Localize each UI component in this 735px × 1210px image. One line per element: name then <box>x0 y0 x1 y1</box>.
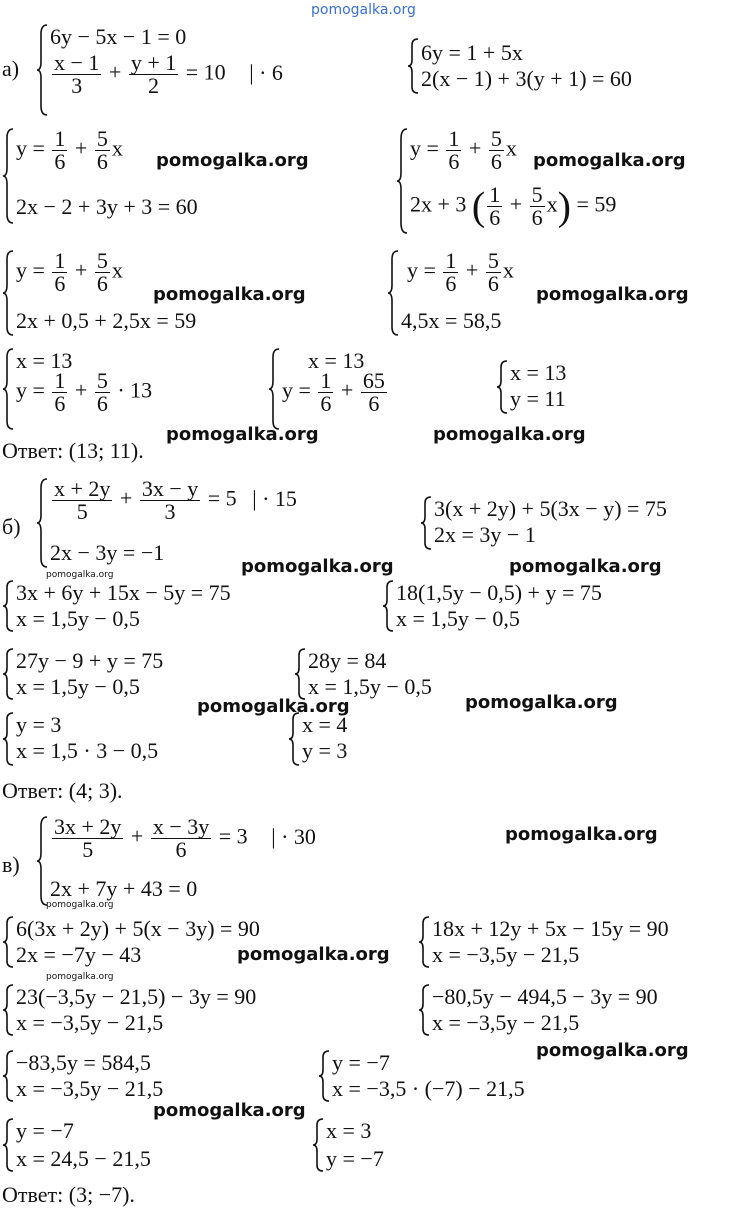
multiplier: | · 6 <box>249 59 283 85</box>
equation-row: x = −3,5y − 21,5 <box>432 1010 580 1035</box>
equation-row: 6y − 5x − 1 = 0 <box>50 24 187 49</box>
equation-row: $\frac{3x + 2y}{5}$ + $\frac{x - 3y}{6}$ = 3 | · 30 <box>54 814 316 862</box>
equation-row: y = −7 <box>332 1050 390 1075</box>
system-b5 <box>2 648 262 700</box>
answer-v: Ответ: (3; −7). <box>2 1182 135 1207</box>
brace-icon <box>2 712 14 766</box>
part-b-label: б) <box>2 514 21 539</box>
equation-row: x = 4 <box>302 712 348 737</box>
watermark-small: pomogalka.org <box>46 972 114 982</box>
system-a1 <box>36 24 336 116</box>
part-a-label: а) <box>2 56 20 81</box>
system-a4 <box>396 128 696 234</box>
system-v1 <box>36 816 396 906</box>
equation-row: 2x = 3y − 1 <box>434 522 536 547</box>
brace-icon <box>2 580 14 632</box>
equation-row: y = −7 <box>16 1118 74 1143</box>
system-b1 <box>36 478 376 568</box>
equation-row: x = 13 <box>16 348 73 373</box>
equation-row: 18(1,5y − 0,5) + y = 75 <box>396 580 602 605</box>
multiplier: | · 15 <box>252 485 297 511</box>
watermark: pomogalka.org <box>197 696 350 717</box>
brace-icon <box>318 1050 330 1102</box>
equation-row: x = −3,5y − 21,5 <box>432 942 580 967</box>
system-v8 <box>2 1118 222 1172</box>
watermark: pomogalka.org <box>166 424 319 445</box>
brace-icon <box>36 24 48 116</box>
system-v3 <box>418 916 735 968</box>
brace-icon <box>2 348 14 430</box>
multiplier: | · 30 <box>271 823 316 849</box>
watermark: pomogalka.org <box>433 424 586 445</box>
equation-row: 2x + 0,5 + 2,5x = 59 <box>16 308 197 333</box>
system-b4 <box>382 580 682 632</box>
equation-row: x = 1,5 · 3 − 0,5 <box>16 738 159 763</box>
watermark: pomogalka.org <box>536 284 689 305</box>
watermark: pomogalka.org <box>237 944 390 965</box>
watermark: pomogalka.org <box>505 824 658 845</box>
watermark: pomogalka.org <box>156 150 309 171</box>
part-v-label: в) <box>2 852 20 877</box>
brace-icon <box>268 348 280 430</box>
equation-row: 2(x − 1) + 3(y + 1) = 60 <box>421 66 632 91</box>
top-watermark: pomogalka.org <box>311 2 416 18</box>
brace-icon <box>418 916 430 968</box>
brace-icon <box>2 984 14 1036</box>
brace-icon <box>288 712 300 766</box>
equation-row: x = 24,5 − 21,5 <box>16 1146 151 1171</box>
equation-row: x = 3 <box>326 1118 372 1143</box>
equation-row: y = 3 <box>302 738 348 763</box>
brace-icon <box>2 1118 14 1172</box>
watermark: pomogalka.org <box>533 150 686 171</box>
equation-row: 27y − 9 + y = 75 <box>16 648 164 673</box>
equation-row: 2x + 3 ( $\frac{1}{6}$ + $\frac{5}{6}$ x) = 59 <box>410 182 617 230</box>
equation-row: 2x − 3y = −1 <box>50 540 165 565</box>
brace-icon <box>382 580 394 632</box>
equation-row: y = $\frac{1}{6}$ + $\frac{5}{6}$ x <box>410 126 517 174</box>
equation-row: −80,5y − 494,5 − 3y = 90 <box>432 984 658 1009</box>
brace-icon <box>294 648 306 700</box>
system-v9 <box>312 1118 432 1172</box>
equation-row: 3(x + 2y) + 5(3x − y) = 75 <box>434 496 667 521</box>
equation-row: y = $\frac{1}{6}$ + $\frac{5}{6}$ x <box>16 126 123 174</box>
equation-row: 2x = −7y − 43 <box>16 942 142 967</box>
system-v6 <box>2 1050 242 1102</box>
equation-row: 18x + 12y + 5x − 15y = 90 <box>432 916 669 941</box>
system-b6 <box>294 648 494 700</box>
equation-row: x = 13 <box>308 348 365 373</box>
brace-icon <box>2 648 14 700</box>
watermark: pomogalka.org <box>465 692 618 713</box>
equation-row: 3x + 6y + 15x − 5y = 75 <box>16 580 231 605</box>
brace-icon <box>2 1050 14 1102</box>
system-a3 <box>2 128 302 224</box>
brace-icon <box>2 916 14 968</box>
system-b8 <box>288 712 388 766</box>
system-v4 <box>2 984 342 1036</box>
brace-icon <box>2 250 14 336</box>
equation-row: y = 11 <box>510 386 566 411</box>
equation-row: 23(−3,5y − 21,5) − 3y = 90 <box>16 984 257 1009</box>
equation-row: y = 3 <box>16 712 62 737</box>
brace-icon <box>396 128 408 234</box>
equation-row: 2x − 2 + 3y + 3 = 60 <box>16 194 198 219</box>
equation-row: y = $\frac{1}{6}$ + $\frac{65}{6}$ <box>282 368 385 416</box>
answer-b: Ответ: (4; 3). <box>2 778 123 803</box>
watermark-small: pomogalka.org <box>46 900 114 910</box>
system-b3 <box>2 580 322 632</box>
watermark: pomogalka.org <box>509 556 662 577</box>
equation-row: y = $\frac{1}{6}$ + $\frac{5}{6}$ x <box>16 248 123 296</box>
system-a7 <box>2 348 202 430</box>
brace-icon <box>496 360 508 414</box>
equation-row: $\frac{x + 2y}{5}$ + $\frac{3x - y}{3}$ = 5 | · 15 <box>54 476 297 524</box>
equation-row: x = −3,5y − 21,5 <box>16 1010 164 1035</box>
system-a9 <box>496 360 616 414</box>
system-b7 <box>2 712 222 766</box>
equation-row: x = −3,5y − 21,5 <box>16 1076 164 1101</box>
equation-row: x = 1,5y − 0,5 <box>396 606 520 631</box>
equation-row: 6(3x + 2y) + 5(x − 3y) = 90 <box>16 916 260 941</box>
equation-row: 4,5x = 58,5 <box>401 308 502 333</box>
watermark: pomogalka.org <box>153 1100 306 1121</box>
watermark: pomogalka.org <box>536 1040 689 1061</box>
brace-icon <box>2 128 14 224</box>
equation-row: y = $\frac{1}{6}$ + $\frac{5}{6}$ x <box>407 248 514 296</box>
answer-a: Ответ: (13; 11). <box>2 438 144 463</box>
system-a8 <box>268 348 428 430</box>
equation-row: x = 13 <box>510 360 567 385</box>
system-b2 <box>420 496 735 550</box>
equation-row: x = 1,5y − 0,5 <box>308 674 432 699</box>
brace-icon <box>407 38 419 94</box>
equation-row: y = $\frac{1}{6}$ + $\frac{5}{6}$ · 13 <box>16 368 153 416</box>
equation-row: x = 1,5y − 0,5 <box>16 674 140 699</box>
brace-icon <box>418 984 430 1036</box>
brace-icon <box>420 496 432 550</box>
watermark-small: pomogalka.org <box>46 570 114 580</box>
brace-icon <box>387 250 399 336</box>
equation-row: x = 1,5y − 0,5 <box>16 606 140 631</box>
watermark: pomogalka.org <box>153 284 306 305</box>
system-v7 <box>318 1050 598 1102</box>
system-a2 <box>407 38 707 94</box>
brace-icon <box>36 816 48 906</box>
equation-row: −83,5y = 584,5 <box>16 1050 151 1075</box>
brace-icon <box>36 478 48 568</box>
equation-row: 6y = 1 + 5x <box>421 40 523 65</box>
equation-row: $\frac{x - 1}{3}$ + $\frac{y + 1}{2}$ = 10 | · 6 <box>54 50 283 98</box>
equation-row: 28y = 84 <box>308 648 387 673</box>
brace-icon <box>312 1118 324 1172</box>
system-v5 <box>418 984 735 1036</box>
equation-row: y = −7 <box>326 1146 384 1171</box>
equation-row: x = −3,5 · (−7) − 21,5 <box>332 1076 525 1101</box>
equation-row: 2x + 7y + 43 = 0 <box>50 876 198 901</box>
watermark: pomogalka.org <box>241 556 394 577</box>
